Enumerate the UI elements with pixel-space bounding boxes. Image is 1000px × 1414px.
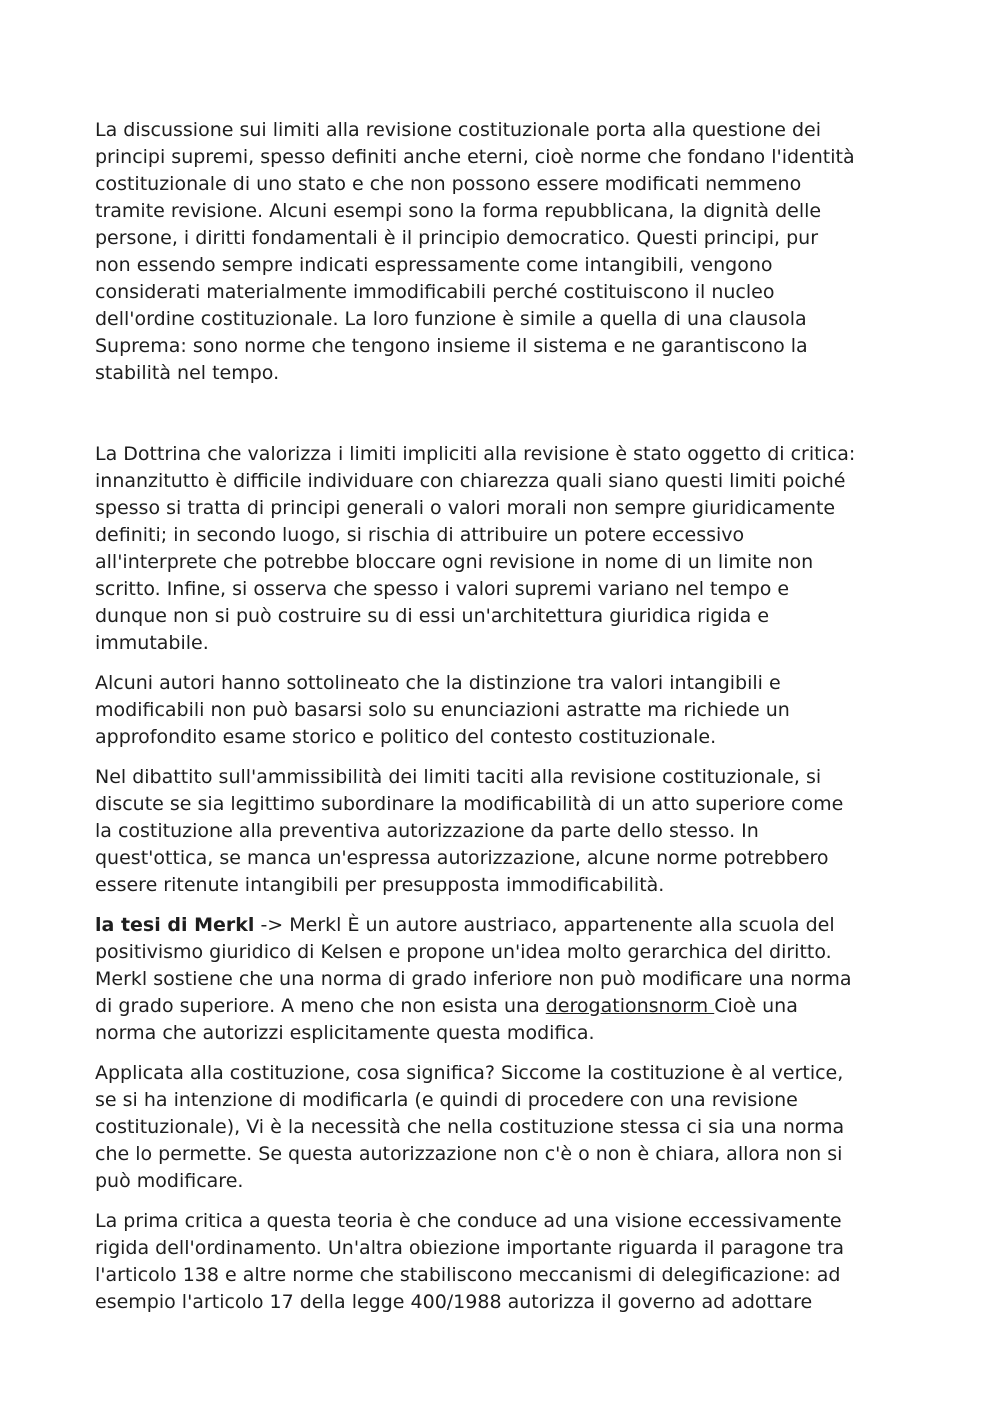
paragraph-applicata: Applicata alla costituzione, cosa significa? Siccome la costituzione è al vertice, se si ha intenzione di modificarla (e quindi di procedere con una revisione costituzionale), Vi è la necessità che nella costituzione stessa ci sia una norma che lo permette. Se questa autorizzazione non c'è o non è chiara, allora non si può modificare. <box>95 1062 845 1192</box>
document-page <box>95 117 910 1329</box>
paragraph-principi-supremi: La discussione sui limiti alla revisione costituzionale porta alla questione dei principi supremi, spesso definiti anche eterni, cioè norme che fondano l'identità costituzionale di uno stato e che non possono essere modificati nemmeno tramite revisione. Alcuni esempi sono la forma repubblicana, la dignità delle persone, i diritti fondamentali è il principio democratico. Questi principi, pur non essendo sempre indicati espressamente come intangibili, vengono considerati materialmente immodificabili perché costituiscono il nucleo dell'ordine costituzionale. La loro funzione è simile a quella di una clausola Suprema: sono norme che tengono insieme il sistema e ne garantiscono la stabilità nel tempo. <box>95 119 855 384</box>
derogationsnorm-term: derogationsnorm <box>545 995 715 1017</box>
merkl-heading: la tesi di Merkl <box>95 914 255 936</box>
paragraph-critica-dottrina: La Dottrina che valorizza i limiti impliciti alla revisione è stato oggetto di critica: innanzitutto è difficile individuare con chiarezza quali siano questi limiti poiché spesso si tratta di principi generali o valori morali non sempre giuridicamente definiti; in secondo luogo, si rischia di attribuire un potere eccessivo all'interprete che potrebbe bloccare ogni revisione in nome di un limite non scritto. Infine, si osserva che spesso i valori supremi variano nel tempo e dunque non si può costruire su di essi un'architettura giuridica rigida e immutabile. <box>95 443 856 654</box>
merkl-text-after: Cioè una norma che autorizzi esplicitamente questa modifica. <box>95 995 798 1044</box>
paragraph-autori: Alcuni autori hanno sottolineato che la distinzione tra valori intangibili e modificabili non può basarsi solo su enunciazioni astratte ma richiede un approfondito esame storico e politico del contesto costituzionale. <box>95 672 790 748</box>
paragraph-prima-critica: La prima critica a questa teoria è che conduce ad una visione eccessivamente rigida dell'ordinamento. Un'altra obiezione importante riguarda il paragone tra l'articolo 138 e altre norme che stabiliscono meccanismi di delegificazione: ad esempio l'articolo 17 della legge 400/1988 autorizza il governo ad adottare <box>95 1210 844 1313</box>
merkl-text-before: -> Merkl È un autore austriaco, appartenente alla scuola del positivismo giuridico di Kelsen e propone un'idea molto gerarchica del diritto. Merkl sostiene che una norma di grado inferiore non può modificare una norma di grado superiore. A meno che non esista una <box>95 914 852 1017</box>
paragraph-merkl <box>95 912 910 1047</box>
paragraph-dibattito: Nel dibattito sull'ammissibilità dei limiti taciti alla revisione costituzionale, si discute se sia legittimo subordinare la modificabilità di un atto superiore come la costituzione alla preventiva autorizzazione da parte dello stesso. In quest'ottica, se manca un'espressa autorizzazione, alcune norme potrebbero essere ritenute intangibili per presupposta immodificabilità. <box>95 766 844 896</box>
